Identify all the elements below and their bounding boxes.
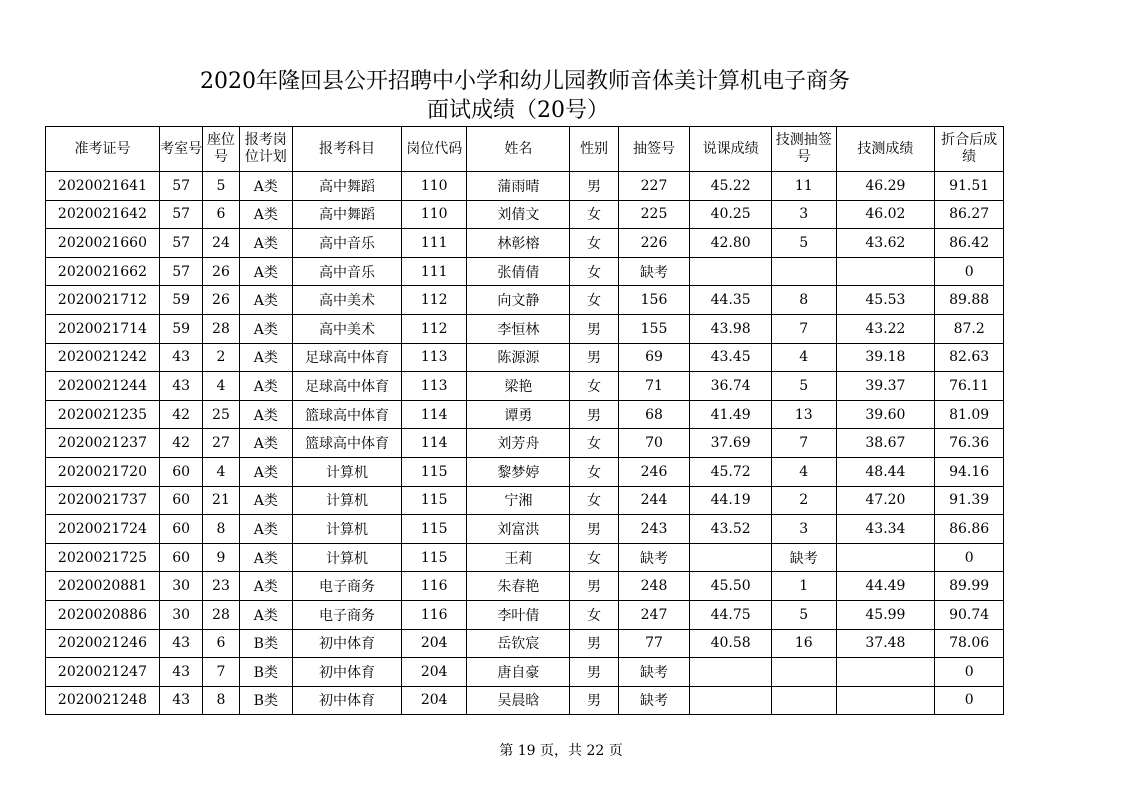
table-cell: 114	[401, 400, 467, 429]
table-cell	[836, 658, 935, 687]
table-cell: 110	[401, 200, 467, 229]
table-cell: 2020021662	[46, 257, 160, 286]
table-cell: 113	[401, 372, 467, 401]
table-cell: 缺考	[618, 658, 690, 687]
table-cell: 246	[618, 457, 690, 486]
table-row	[46, 257, 1004, 286]
table-cell: 44.75	[690, 600, 772, 629]
table-cell: 高中舞蹈	[293, 200, 402, 229]
table-cell: 女	[570, 229, 618, 258]
table-cell: 111	[401, 257, 467, 286]
table-cell: 男	[570, 658, 618, 687]
column-header: 性别	[570, 127, 618, 172]
table-cell: 男	[570, 314, 618, 343]
table-cell: 23	[203, 572, 239, 601]
table-cell: 缺考	[771, 543, 836, 572]
column-header: 说课成绩	[690, 127, 772, 172]
table-cell: 89.88	[935, 286, 1004, 315]
table-cell: 谭勇	[467, 400, 570, 429]
table-cell: 44.19	[690, 486, 772, 515]
table-cell	[690, 658, 772, 687]
table-cell: 112	[401, 314, 467, 343]
table-row	[46, 200, 1004, 229]
table-cell: 高中美术	[293, 286, 402, 315]
table-cell: 226	[618, 229, 690, 258]
table-cell: 篮球高中体育	[293, 429, 402, 458]
table-cell: 91.51	[935, 172, 1004, 201]
table-cell: B类	[239, 629, 292, 658]
table-cell: 2020021244	[46, 372, 160, 401]
table-cell: A类	[239, 257, 292, 286]
table-cell: 86.27	[935, 200, 1004, 229]
table-cell	[836, 257, 935, 286]
table-cell: 36.74	[690, 372, 772, 401]
table-cell: 30	[159, 600, 202, 629]
table-cell: 2020021724	[46, 515, 160, 544]
table-cell: A类	[239, 600, 292, 629]
table-cell: 女	[570, 200, 618, 229]
table-cell: 朱春艳	[467, 572, 570, 601]
table-cell: 梁艳	[467, 372, 570, 401]
table-cell: 8	[203, 686, 239, 715]
table-cell: A类	[239, 314, 292, 343]
table-cell: 60	[159, 486, 202, 515]
table-cell: 高中音乐	[293, 229, 402, 258]
table-cell: 45.22	[690, 172, 772, 201]
table-cell: 204	[401, 658, 467, 687]
scores-table	[45, 126, 1004, 715]
column-header: 岗位代码	[401, 127, 467, 172]
table-cell: 43	[159, 629, 202, 658]
table-cell: 115	[401, 515, 467, 544]
document-title-line1: 2020年隆回县公开招聘中小学和幼儿园教师音体美计算机电子商务	[200, 69, 850, 94]
table-cell: A类	[239, 229, 292, 258]
table-cell: 4	[203, 457, 239, 486]
table-cell: 李叶倩	[467, 600, 570, 629]
table-cell: 69	[618, 343, 690, 372]
table-cell: 227	[618, 172, 690, 201]
column-header: 技测成绩	[836, 127, 935, 172]
table-cell: 2020020881	[46, 572, 160, 601]
table-cell: 113	[401, 343, 467, 372]
table-cell: 女	[570, 286, 618, 315]
column-header: 准考证号	[46, 127, 160, 172]
table-cell: 8	[771, 286, 836, 315]
table-cell: 初中体育	[293, 686, 402, 715]
table-row	[46, 600, 1004, 629]
table-cell: 男	[570, 172, 618, 201]
table-cell: 248	[618, 572, 690, 601]
table-cell: 112	[401, 286, 467, 315]
table-cell: 5	[771, 372, 836, 401]
table-cell: 91.39	[935, 486, 1004, 515]
table-cell: 244	[618, 486, 690, 515]
table-cell: 电子商务	[293, 600, 402, 629]
table-cell: 43	[159, 372, 202, 401]
table-cell: 岳钦宸	[467, 629, 570, 658]
table-cell: 女	[570, 429, 618, 458]
table-cell: 向文静	[467, 286, 570, 315]
table-cell: 9	[203, 543, 239, 572]
table-cell: 225	[618, 200, 690, 229]
table-row	[46, 429, 1004, 458]
table-cell: 2020021247	[46, 658, 160, 687]
table-cell: 42	[159, 400, 202, 429]
table-cell: 43	[159, 686, 202, 715]
table-cell: 电子商务	[293, 572, 402, 601]
table-cell: 女	[570, 600, 618, 629]
table-cell: 计算机	[293, 515, 402, 544]
table-row	[46, 686, 1004, 715]
table-cell: 21	[203, 486, 239, 515]
table-row	[46, 486, 1004, 515]
table-cell: 缺考	[618, 686, 690, 715]
table-cell: 缺考	[618, 543, 690, 572]
table-cell: 计算机	[293, 486, 402, 515]
table-cell	[690, 543, 772, 572]
table-cell: 37.48	[836, 629, 935, 658]
table-cell: 37.69	[690, 429, 772, 458]
table-cell: 2020021248	[46, 686, 160, 715]
table-cell: 3	[771, 515, 836, 544]
table-cell	[836, 686, 935, 715]
table-cell: 陈源源	[467, 343, 570, 372]
table-row	[46, 343, 1004, 372]
table-cell: 43	[159, 343, 202, 372]
table-cell: 90.74	[935, 600, 1004, 629]
table-cell: 5	[203, 172, 239, 201]
table-cell: 2020021714	[46, 314, 160, 343]
table-cell: 60	[159, 543, 202, 572]
table-cell: 蒲雨晴	[467, 172, 570, 201]
table-cell: 57	[159, 257, 202, 286]
table-cell: 115	[401, 543, 467, 572]
table-row	[46, 572, 1004, 601]
table-row	[46, 543, 1004, 572]
table-cell: A类	[239, 486, 292, 515]
table-cell: 初中体育	[293, 658, 402, 687]
table-cell: 27	[203, 429, 239, 458]
table-cell: 4	[203, 372, 239, 401]
table-cell: 5	[771, 600, 836, 629]
table-cell: 40.58	[690, 629, 772, 658]
table-cell: 28	[203, 600, 239, 629]
table-cell: 43.98	[690, 314, 772, 343]
table-cell: 26	[203, 286, 239, 315]
table-cell: 86.86	[935, 515, 1004, 544]
table-cell: 156	[618, 286, 690, 315]
table-cell	[771, 257, 836, 286]
table-cell: 45.50	[690, 572, 772, 601]
table-cell: 女	[570, 257, 618, 286]
table-cell: 女	[570, 372, 618, 401]
table-cell: 2020021712	[46, 286, 160, 315]
table-cell: 0	[935, 257, 1004, 286]
table-cell: 57	[159, 200, 202, 229]
table-cell: 2020021737	[46, 486, 160, 515]
table-cell: 204	[401, 629, 467, 658]
table-cell: 45.72	[690, 457, 772, 486]
table-cell: A类	[239, 572, 292, 601]
table-cell: 缺考	[618, 257, 690, 286]
table-cell: 39.37	[836, 372, 935, 401]
table-cell: 2020021235	[46, 400, 160, 429]
document-title-line2: 面试成绩（20号）	[427, 98, 609, 123]
column-header: 姓名	[467, 127, 570, 172]
table-row	[46, 172, 1004, 201]
table-cell: 71	[618, 372, 690, 401]
table-cell: 计算机	[293, 543, 402, 572]
table-cell: 82.63	[935, 343, 1004, 372]
table-cell: 初中体育	[293, 629, 402, 658]
table-cell: 43.34	[836, 515, 935, 544]
table-cell: 115	[401, 486, 467, 515]
table-row	[46, 658, 1004, 687]
table-cell: 2	[771, 486, 836, 515]
table-cell: 高中美术	[293, 314, 402, 343]
table-cell	[771, 658, 836, 687]
table-cell: A类	[239, 400, 292, 429]
table-cell: 115	[401, 457, 467, 486]
table-cell	[690, 257, 772, 286]
table-cell: 60	[159, 457, 202, 486]
table-cell: 57	[159, 172, 202, 201]
table-cell: 3	[771, 200, 836, 229]
table-cell: 1	[771, 572, 836, 601]
table-cell: 59	[159, 286, 202, 315]
table-cell: 足球高中体育	[293, 372, 402, 401]
table-row	[46, 400, 1004, 429]
table-cell: 男	[570, 686, 618, 715]
table-cell: 男	[570, 343, 618, 372]
table-cell: 2020021237	[46, 429, 160, 458]
table-row	[46, 314, 1004, 343]
table-cell: A类	[239, 286, 292, 315]
table-cell: 42.80	[690, 229, 772, 258]
table-cell: 2020021725	[46, 543, 160, 572]
column-header: 考室号	[159, 127, 202, 172]
table-cell: 110	[401, 172, 467, 201]
table-cell: 5	[771, 229, 836, 258]
table-cell: 2020021660	[46, 229, 160, 258]
table-row	[46, 286, 1004, 315]
column-header: 座位号	[203, 127, 239, 172]
table-cell: 43.45	[690, 343, 772, 372]
table-cell: 45.53	[836, 286, 935, 315]
table-cell: 68	[618, 400, 690, 429]
table-cell: 林彰榕	[467, 229, 570, 258]
table-row	[46, 457, 1004, 486]
table-cell: 78.06	[935, 629, 1004, 658]
table-cell: 宁湘	[467, 486, 570, 515]
table-cell: 0	[935, 658, 1004, 687]
table-cell: 116	[401, 600, 467, 629]
table-cell: 刘倩文	[467, 200, 570, 229]
table-cell: 39.60	[836, 400, 935, 429]
table-cell: 0	[935, 543, 1004, 572]
table-cell: 2	[203, 343, 239, 372]
table-cell: 王莉	[467, 543, 570, 572]
table-cell: 2020021246	[46, 629, 160, 658]
table-cell: 46.29	[836, 172, 935, 201]
table-cell: 89.99	[935, 572, 1004, 601]
table-cell: 41.49	[690, 400, 772, 429]
table-cell: 111	[401, 229, 467, 258]
table-cell: 男	[570, 400, 618, 429]
table-cell: 87.2	[935, 314, 1004, 343]
table-cell	[836, 543, 935, 572]
table-cell: 77	[618, 629, 690, 658]
page-footer: 第 19 页，共 22 页	[499, 743, 623, 759]
table-cell: 59	[159, 314, 202, 343]
table-cell: 204	[401, 686, 467, 715]
table-cell: 114	[401, 429, 467, 458]
table-header-row	[46, 127, 1004, 172]
table-cell: 女	[570, 543, 618, 572]
table-cell: 45.99	[836, 600, 935, 629]
table-cell: 7	[771, 429, 836, 458]
table-cell: 2020021720	[46, 457, 160, 486]
table-cell: 30	[159, 572, 202, 601]
table-cell: 43.62	[836, 229, 935, 258]
column-header: 报考岗位计划	[239, 127, 292, 172]
table-cell: 43	[159, 658, 202, 687]
table-row	[46, 629, 1004, 658]
table-cell: 28	[203, 314, 239, 343]
table-cell: A类	[239, 343, 292, 372]
column-header: 抽签号	[618, 127, 690, 172]
table-cell: 张倩倩	[467, 257, 570, 286]
table-cell: 44.49	[836, 572, 935, 601]
table-row	[46, 229, 1004, 258]
table-cell: 0	[935, 686, 1004, 715]
table-cell: 26	[203, 257, 239, 286]
table-cell: 2020020886	[46, 600, 160, 629]
table-cell: 足球高中体育	[293, 343, 402, 372]
table-cell: 7	[203, 658, 239, 687]
table-cell: 吴晨晗	[467, 686, 570, 715]
table-cell: 25	[203, 400, 239, 429]
table-cell: A类	[239, 200, 292, 229]
table-cell: 116	[401, 572, 467, 601]
table-cell: 男	[570, 515, 618, 544]
table-cell: 2020021641	[46, 172, 160, 201]
table-cell: 计算机	[293, 457, 402, 486]
table-cell: 86.42	[935, 229, 1004, 258]
table-cell: 2020021642	[46, 200, 160, 229]
table-cell: 81.09	[935, 400, 1004, 429]
table-cell: 男	[570, 629, 618, 658]
table-cell: 44.35	[690, 286, 772, 315]
table-cell: A类	[239, 457, 292, 486]
table-cell: B类	[239, 686, 292, 715]
table-cell: 243	[618, 515, 690, 544]
table-cell: 16	[771, 629, 836, 658]
table-cell: 8	[203, 515, 239, 544]
table-cell: 女	[570, 457, 618, 486]
table-cell: 48.44	[836, 457, 935, 486]
table-cell: 47.20	[836, 486, 935, 515]
column-header: 技测抽签号	[771, 127, 836, 172]
column-header: 折合后成绩	[935, 127, 1004, 172]
table-cell: 43.22	[836, 314, 935, 343]
table-body	[46, 172, 1004, 715]
table-cell: 高中音乐	[293, 257, 402, 286]
table-cell: 6	[203, 629, 239, 658]
table-cell: 篮球高中体育	[293, 400, 402, 429]
column-header: 报考科目	[293, 127, 402, 172]
table-row	[46, 372, 1004, 401]
table-cell: 4	[771, 457, 836, 486]
table-cell: 60	[159, 515, 202, 544]
table-cell: 黎梦婷	[467, 457, 570, 486]
table-cell: 247	[618, 600, 690, 629]
table-cell: 11	[771, 172, 836, 201]
table-cell: 4	[771, 343, 836, 372]
table-cell: A类	[239, 372, 292, 401]
table-cell: 李恒林	[467, 314, 570, 343]
table-cell: 13	[771, 400, 836, 429]
table-cell: 40.25	[690, 200, 772, 229]
table-cell: 43.52	[690, 515, 772, 544]
table-cell: 刘芳舟	[467, 429, 570, 458]
table-cell: 女	[570, 486, 618, 515]
table-cell: 38.67	[836, 429, 935, 458]
table-cell: A类	[239, 429, 292, 458]
table-cell: A类	[239, 172, 292, 201]
table-cell: 76.36	[935, 429, 1004, 458]
table-cell: 94.16	[935, 457, 1004, 486]
table-cell: B类	[239, 658, 292, 687]
table-cell	[771, 686, 836, 715]
table-cell: 刘富洪	[467, 515, 570, 544]
table-cell: 24	[203, 229, 239, 258]
table-cell: 42	[159, 429, 202, 458]
table-cell: A类	[239, 515, 292, 544]
table-cell: 57	[159, 229, 202, 258]
table-cell: 76.11	[935, 372, 1004, 401]
table-cell: 男	[570, 572, 618, 601]
table-cell: 唐自豪	[467, 658, 570, 687]
table-cell: 2020021242	[46, 343, 160, 372]
table-cell: 46.02	[836, 200, 935, 229]
table-cell: 6	[203, 200, 239, 229]
table-row	[46, 515, 1004, 544]
table-cell: 70	[618, 429, 690, 458]
table-cell: A类	[239, 543, 292, 572]
table-cell: 7	[771, 314, 836, 343]
table-cell	[690, 686, 772, 715]
table-cell: 39.18	[836, 343, 935, 372]
table-cell: 高中舞蹈	[293, 172, 402, 201]
table-cell: 155	[618, 314, 690, 343]
